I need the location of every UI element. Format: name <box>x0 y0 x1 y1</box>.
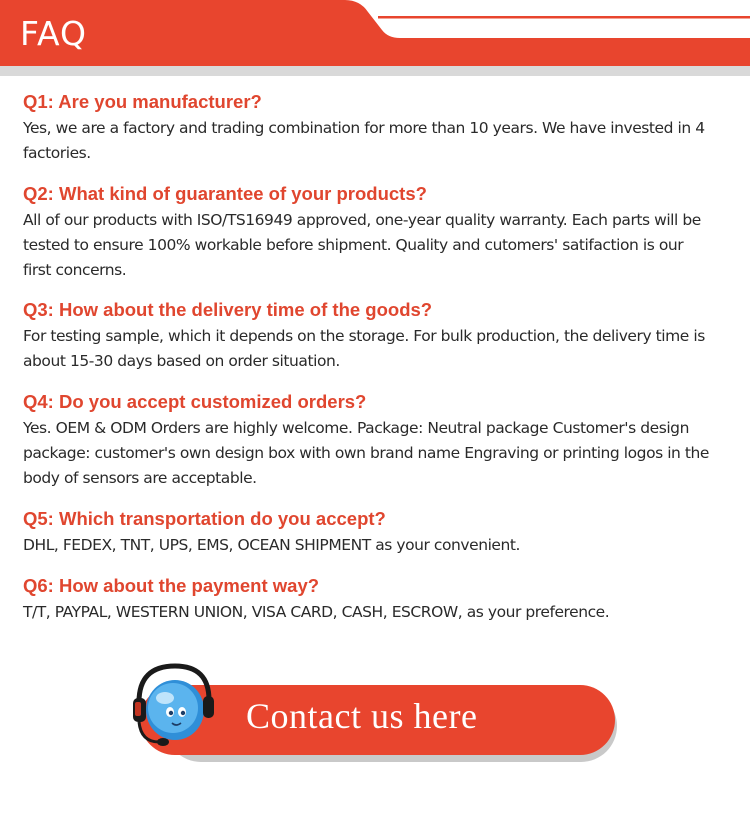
faq-question: Q6: How about the payment way? <box>23 575 320 596</box>
faq-item-6 <box>23 574 713 625</box>
support-headset-mascot-icon <box>125 660 225 760</box>
faq-question: Q1: Are you manufacturer? <box>23 91 262 112</box>
faq-item-3 <box>23 298 713 374</box>
header-ribbon <box>0 0 750 90</box>
faq-question: Q3: How about the delivery time of the goods? <box>23 299 433 320</box>
faq-question: Q4: Do you accept customized orders? <box>23 391 367 412</box>
faq-answer: DHL, FEDEX, TNT, UPS, EMS, OCEAN SHIPMENT as your convenient. <box>23 536 520 554</box>
contact-banner <box>125 660 625 770</box>
faq-answer: Yes. OEM & ODM Orders are highly welcome. Package: Neutral package Customer's design package: customer's own design box with own brand name Engraving or printing logos in the body of sensors are acceptable. <box>23 419 709 487</box>
faq-item-5 <box>23 507 713 558</box>
faq-answer: Yes, we are a factory and trading combination for more than 10 years. We have invested in 4 factories. <box>23 119 705 162</box>
contact-button-label: Contact us here <box>246 696 478 736</box>
page-title: FAQ <box>20 14 87 53</box>
faq-header-banner <box>0 0 750 90</box>
faq-answer: T/T, PAYPAL, WESTERN UNION, VISA CARD, CASH, ESCROW, as your preference. <box>23 603 610 621</box>
faq-answer: All of our products with ISO/TS16949 approved, one-year quality warranty. Each parts will be tested to ensure 100% workable before shipment. Quality and cutomers' satifaction is our first concerns. <box>23 211 701 279</box>
faq-item-2 <box>23 182 713 283</box>
faq-item-1 <box>23 90 713 166</box>
faq-answer: For testing sample, which it depends on the storage. For bulk production, the delivery time is about 15-30 days based on order situation. <box>23 327 705 370</box>
faq-item-4 <box>23 390 713 491</box>
faq-question: Q5: Which transportation do you accept? <box>23 508 386 529</box>
faq-question: Q2: What kind of guarantee of your products? <box>23 183 427 204</box>
